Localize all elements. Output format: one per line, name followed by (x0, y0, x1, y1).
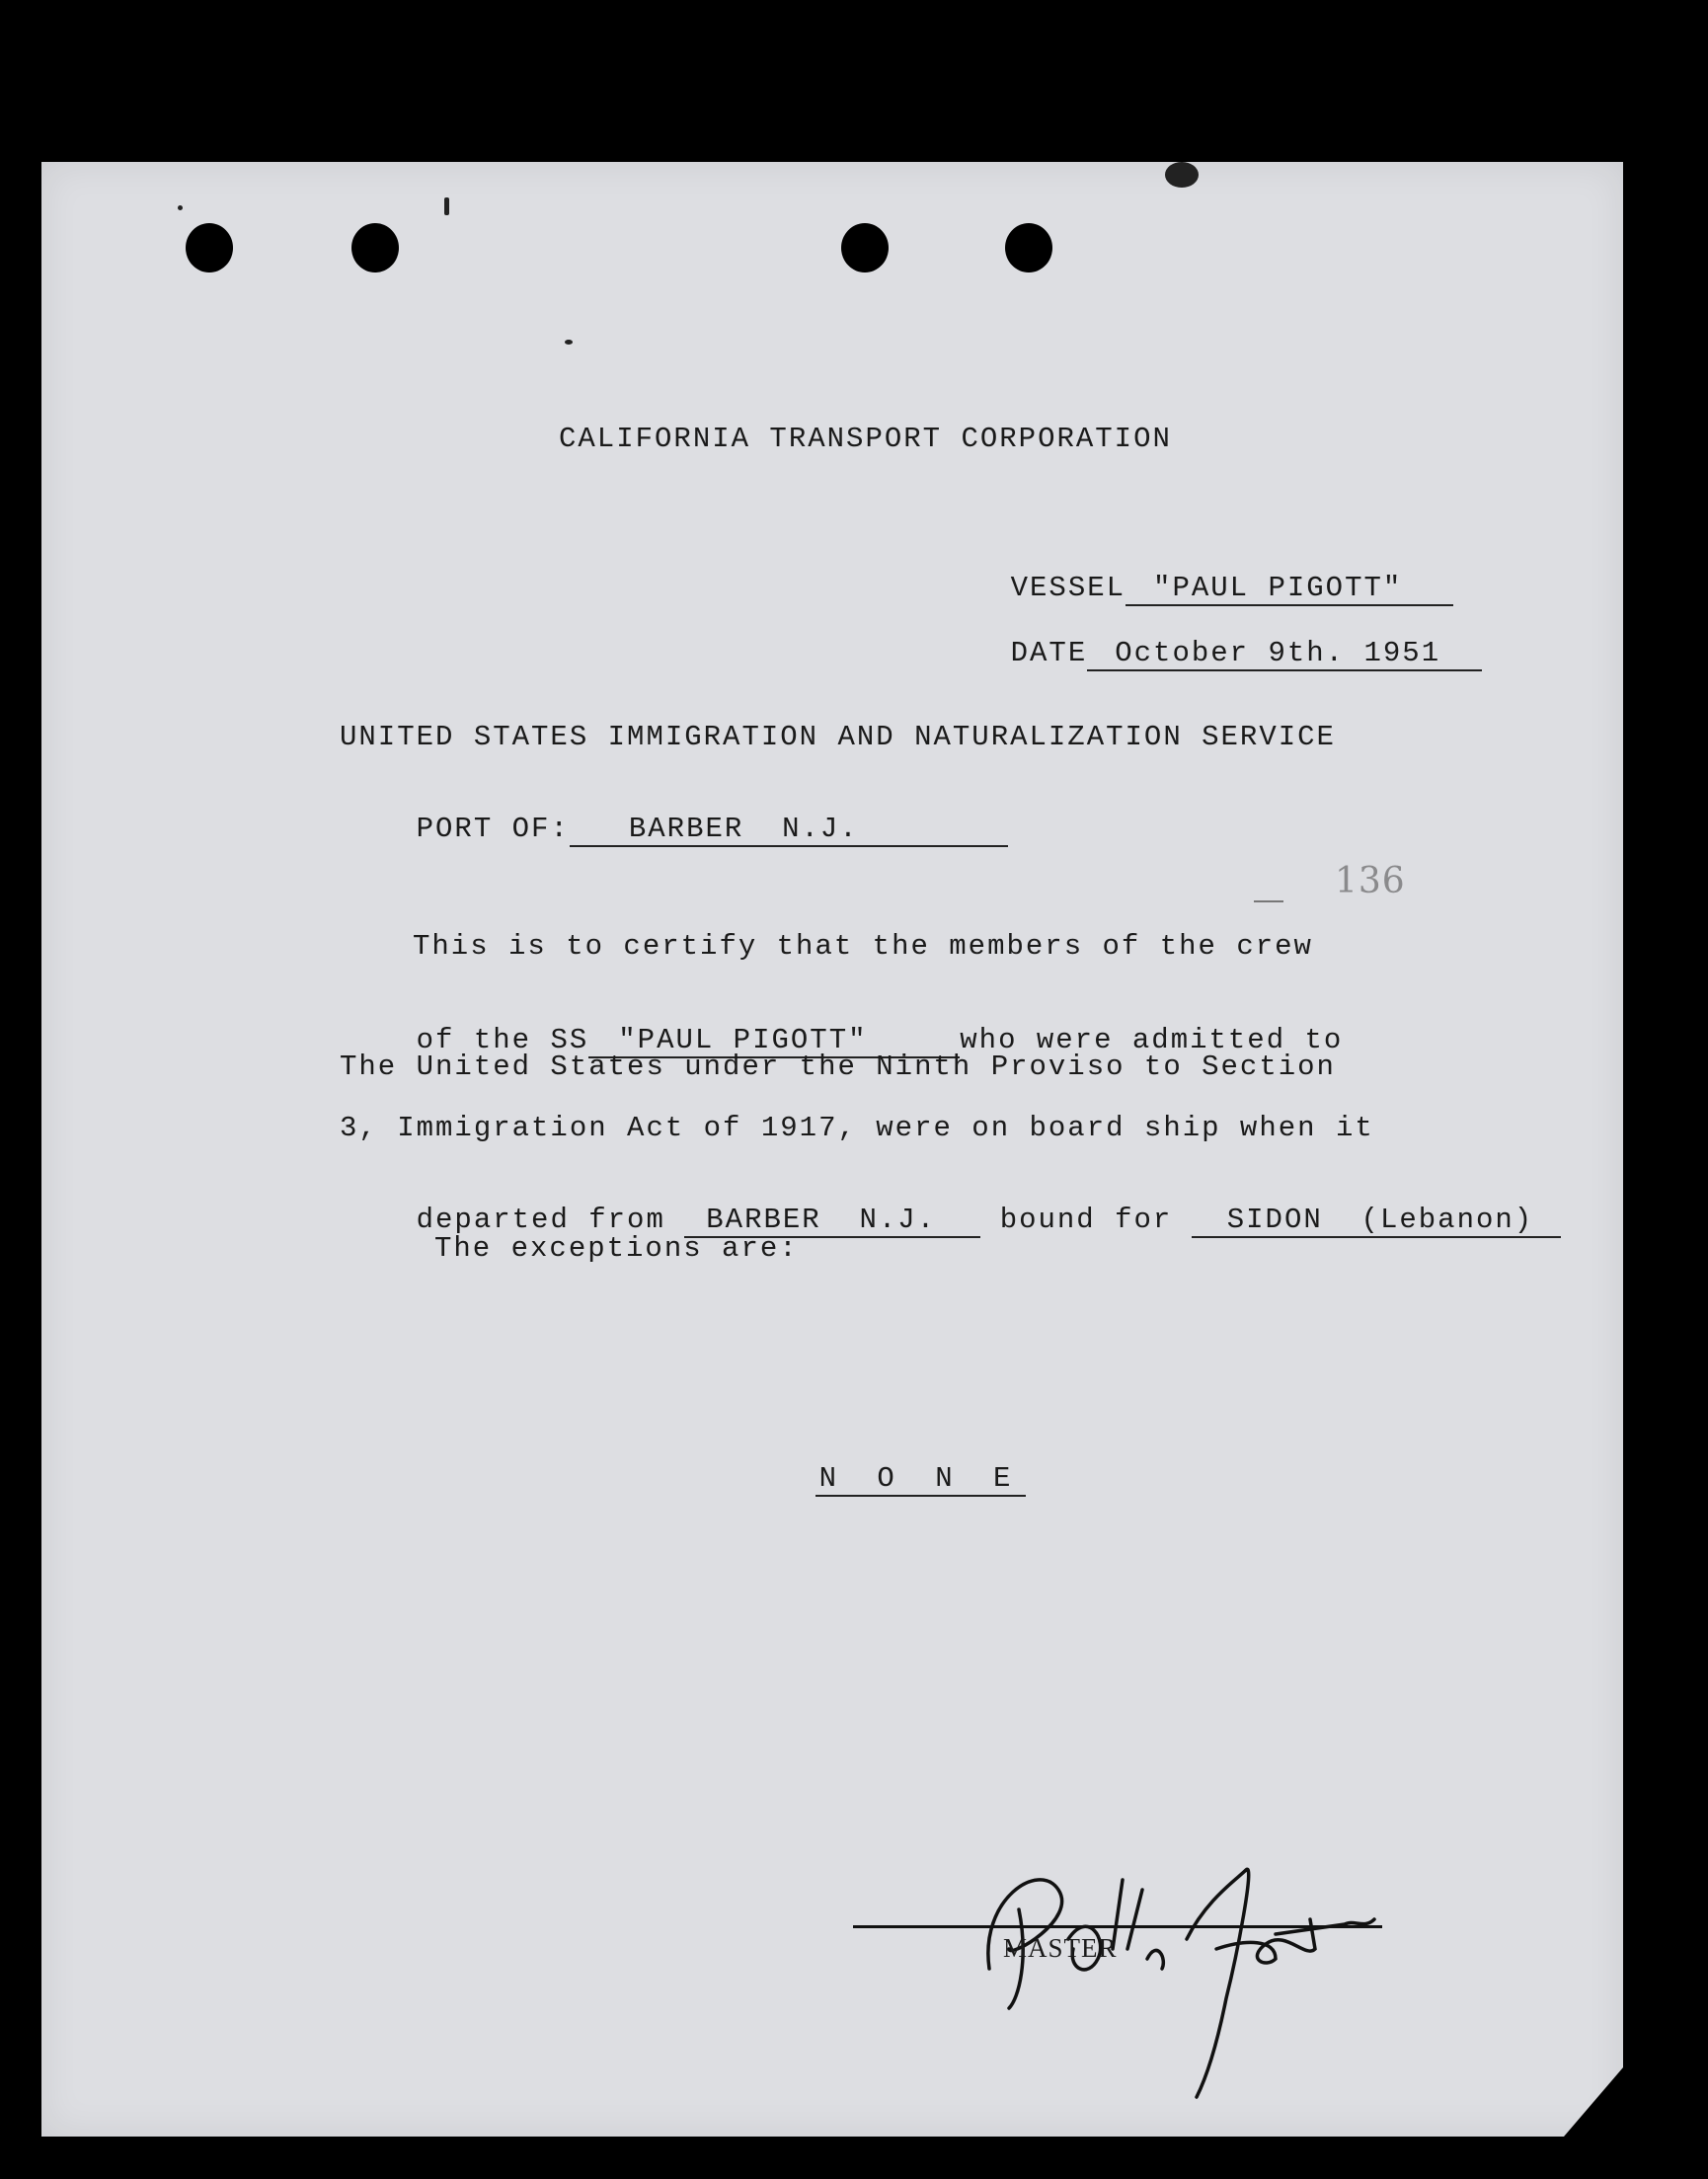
signature-title: MASTER (1003, 1933, 1118, 1963)
folded-corner (1564, 2067, 1623, 2137)
signature-line (853, 1925, 1382, 1928)
document-page (41, 162, 1623, 2137)
body-line-2-prefix: of the SS (416, 1024, 589, 1056)
port-line (340, 780, 1008, 880)
paper-speck (178, 205, 183, 210)
punch-hole (1005, 223, 1052, 272)
port-label: PORT OF: (416, 813, 570, 845)
body-ship-name: "PAUL PIGOTT" (588, 1024, 960, 1058)
body-line-5-prefix: departed from (416, 1204, 665, 1236)
body-line-2-suffix: who were admitted to (960, 1024, 1344, 1056)
date-value: October 9th. 1951 (1087, 637, 1482, 671)
date-line (934, 604, 1482, 704)
body-line-1: This is to certify that the members of the crew (413, 930, 1313, 963)
punch-hole (186, 223, 233, 272)
vessel-value: "PAUL PIGOTT" (1126, 572, 1453, 606)
body-line-4: 3, Immigration Act of 1917, were on board ship when it (340, 1112, 1374, 1144)
paper-speck (1165, 162, 1199, 188)
port-value: BARBER N.J. (570, 813, 1008, 847)
body-departure-port: BARBER N.J. (684, 1204, 980, 1238)
punch-hole (841, 223, 889, 272)
exceptions-none: N O N E (738, 1430, 1026, 1529)
agency-line: UNITED STATES IMMIGRATION AND NATURALIZATION SERVICE (340, 721, 1336, 753)
paper-speck (565, 340, 573, 345)
body-line-5-middle: bound for (999, 1204, 1173, 1236)
body-destination: SIDON (Lebanon) (1192, 1204, 1561, 1238)
date-label: DATE (1010, 637, 1088, 669)
vessel-label: VESSEL (1010, 572, 1126, 604)
page-number: 136 (1335, 861, 1406, 901)
company-heading: CALIFORNIA TRANSPORT CORPORATION (559, 423, 1172, 455)
punch-hole (351, 223, 399, 272)
body-line-6: The exceptions are: (434, 1232, 799, 1265)
paper-speck (444, 197, 449, 215)
body-line-3: The United States under the Ninth Proviso to Section (340, 1051, 1336, 1083)
page-number-dash (1254, 900, 1283, 902)
